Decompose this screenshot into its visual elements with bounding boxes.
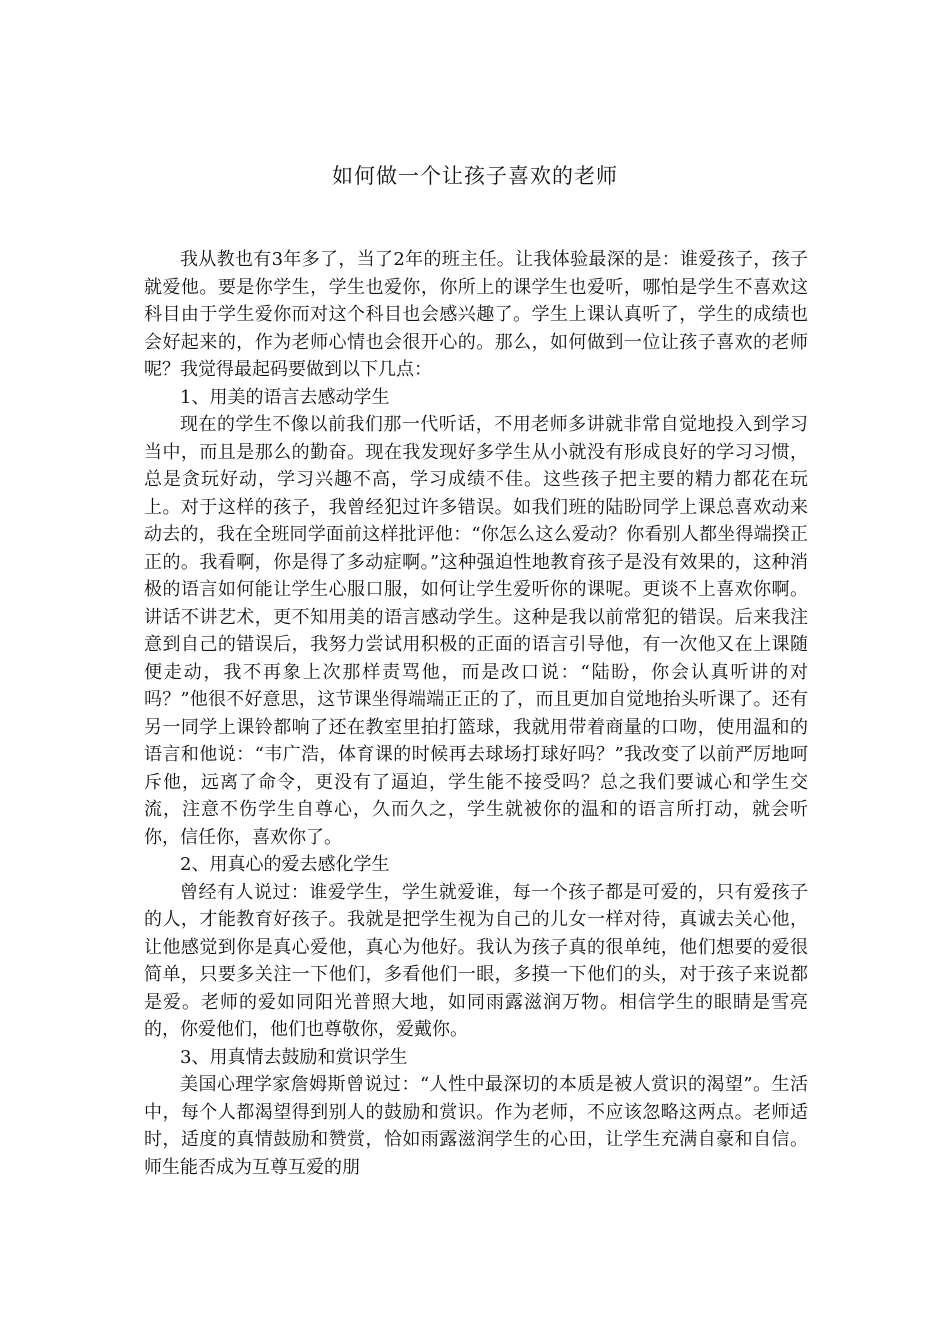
section-heading-2: 2、用真心的爱去感化学生 bbox=[180, 854, 390, 875]
section-paragraph-3: 美国心理学家詹姆斯曾说过：“人性中最深切的本质是被人赏识的渴望”。生活中，每个人都渴望得到别人的鼓励和赏识。作为老师，不应该忽略这两点。老师适时，适度的真情鼓励和赞赏，恰如雨露滋润学生的心田，让学生充满自豪和自信。师生能否成为互尊互爱的朋 bbox=[144, 1074, 808, 1178]
document-title: 如何做一个让孩子喜欢的老师 bbox=[332, 164, 618, 188]
section-paragraph-1: 现在的学生不像以前我们那一代听话，不用老师多讲就非常自觉地投入到学习当中，而且是那么的勤奋。现在我发现好多学生从小就没有形成良好的学习习惯，总是贪玩好动，学习兴趣不高，学习成绩不佳。这些孩子把主要的精力都花在玩上。对于这样的孩子，我曾经犯过许多错误。如我们班的陆盼同学上课总喜欢动来动去的，我在全班同学面前这样批评他：“你怎么这么爱动？你看别人都坐得端揆正正的。我看啊，你是得了多动症啊。”这种强迫性地教育孩子是没有效果的，这种消极的语言如何能让学生心服口服，如何让学生爱听你的课呢。更谈不上喜欢你啊。讲话不讲艺术，更不知用美的语言感动学生。这种是我以前常犯的错误。后来我注意到自己的错误后，我努力尝试用积极的正面的语言引导他，有一次他又在上课随便走动，我不再象上次那样责骂他，而是改口说：“陆盼，你会认真听讲的对吗？”他很不好意思，这节课坐得端端正正的了，而且更加自觉地抬头听课了。还有另一同学上课铃都响了还在教室里拍打篮球，我就用带着商量的口吻，使用温和的语言和他说：“韦广浩，体育课的时候再去球场打球好吗？”我改变了以前严厉地呵斥他，远离了命令，更没有了逼迫，学生能不接受吗？总之我们要诚心和学生交流，注意不伤学生自尊心，久而久之，学生就被你的温和的语言所打动，就会听你，信任你，喜欢你了。 bbox=[144, 414, 808, 848]
intro-paragraph: 我从教也有3年多了，当了2年的班主任。让我体验最深的是：谁爱孩子，孩子就爱他。要是你学生，学生也爱你，你所上的课学生也爱听，哪怕是学生不喜欢这科目由于学生爱你而对这个科目也会感兴趣了。学生上课认真听了，学生的成绩也会好起来的，作为老师心情也会很开心的。那么，如何做到一位让孩子喜欢的老师呢？我觉得最起码要做到以下几点： bbox=[144, 249, 808, 380]
section-heading-1: 1、用美的语言去感动学生 bbox=[180, 386, 390, 408]
document-body bbox=[144, 246, 808, 1181]
section-paragraph-2: 曾经有人说过：谁爱学生，学生就爱谁，每一个孩子都是可爱的，只有爱孩子的人，才能教育好孩子。我就是把学生视为自己的儿女一样对待，真诚去关心他，让他感觉到你是真心爱他，真心为他好。我认为孩子真的很单纯，他们想要的爱很简单，只要多关注一下他们，多看他们一眼，多摸一下他们的头，对于孩子来说都是爱。老师的爱如同阳光普照大地，如同雨露滋润万物。相信学生的眼睛是雪亮的，你爱他们，他们也尊敬你，爱戴你。 bbox=[144, 881, 808, 1040]
section-heading-3: 3、用真情去鼓励和赏识学生 bbox=[180, 1046, 408, 1068]
